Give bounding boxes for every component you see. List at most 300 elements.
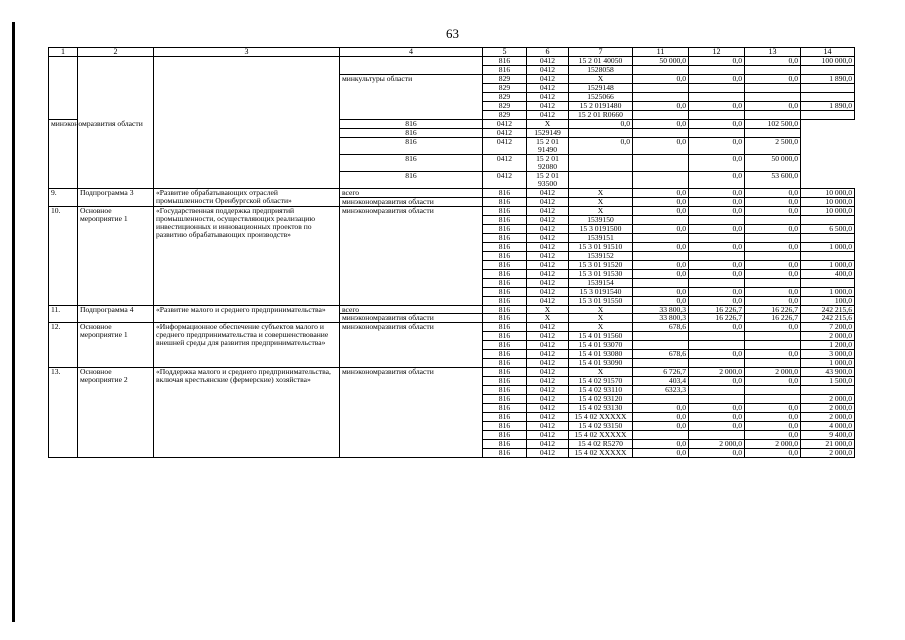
total-value-cell: 10 000,0 <box>801 206 855 215</box>
table-row <box>49 323 855 332</box>
value-2021-cell <box>745 251 801 260</box>
section-code-cell: 0412 <box>527 323 569 332</box>
grbs-code-cell: 816 <box>483 215 527 224</box>
total-value-cell: 53 600,0 <box>745 171 801 188</box>
value-2020-cell: 0,0 <box>689 242 745 251</box>
total-value-cell: 2 000,0 <box>801 404 855 413</box>
grbs-code-cell: 816 <box>483 57 527 66</box>
value-2019-cell: 33 800,3 <box>633 314 689 323</box>
target-article-cell: 15 2 0191480 <box>569 102 633 111</box>
total-value-cell: 1 890,0 <box>801 102 855 111</box>
num-cell <box>49 57 78 120</box>
col-header: 5 <box>483 48 527 57</box>
total-value-cell: 1 890,0 <box>801 75 855 84</box>
target-article-cell: X <box>569 206 633 215</box>
target-article-cell: X <box>569 323 633 332</box>
executor-cell: минэкономразвития области <box>340 206 483 305</box>
value-2020-cell <box>689 251 745 260</box>
grbs-code-cell: 816 <box>483 269 527 278</box>
value-2020-cell: 0,0 <box>689 102 745 111</box>
section-code-cell: 0412 <box>527 413 569 422</box>
total-value-cell: 21 000,0 <box>801 440 855 449</box>
grbs-code-cell: 816 <box>483 287 527 296</box>
value-2021-cell: 0,0 <box>689 155 745 172</box>
total-value-cell: 1 500,0 <box>801 377 855 386</box>
section-code-cell: X <box>527 305 569 314</box>
executor-cell: минэкономразвития области <box>340 368 483 458</box>
value-2019-cell: 0,0 <box>633 413 689 422</box>
total-value-cell: 2 000,0 <box>801 395 855 404</box>
value-2019-cell: 0,0 <box>569 138 633 155</box>
value-2020-cell: 0,0 <box>689 57 745 66</box>
section-code-cell: 0412 <box>527 350 569 359</box>
type-cell: Подпрограмма 3 <box>78 188 154 206</box>
target-article-cell: 15 3 0191500 <box>569 224 633 233</box>
total-value-cell: 1 000,0 <box>801 359 855 368</box>
grbs-code-cell: 816 <box>483 395 527 404</box>
value-2020-cell <box>689 233 745 242</box>
grbs-code-cell: 816 <box>340 129 483 138</box>
target-article-cell: 15 3 01 91520 <box>569 260 633 269</box>
value-2020-cell: 0,0 <box>689 269 745 278</box>
section-code-cell: 0412 <box>527 84 569 93</box>
value-2019-cell: 33 800,3 <box>633 305 689 314</box>
grbs-code-cell: 816 <box>483 386 527 395</box>
num-cell: 10. <box>49 206 78 305</box>
grbs-code-cell: 816 <box>340 120 483 129</box>
left-margin-bar <box>12 22 15 622</box>
value-2021-cell <box>745 332 801 341</box>
value-2020-cell <box>689 215 745 224</box>
total-value-cell: 100 000,0 <box>801 57 855 66</box>
total-value-cell: 100,0 <box>801 296 855 305</box>
col-header: 11 <box>633 48 689 57</box>
grbs-code-cell: 829 <box>483 93 527 102</box>
target-article-cell: X <box>569 305 633 314</box>
grbs-code-cell: 816 <box>483 296 527 305</box>
name-cell: «Развитие малого и среднего предпринимательства» <box>154 305 340 323</box>
section-code-cell: 0412 <box>527 188 569 197</box>
name-cell: «Поддержка малого и среднего предпринимательства, включая крестьянские (фермерские) хозяйства» <box>154 368 340 458</box>
num-cell: 9. <box>49 188 78 206</box>
section-code-cell: 0412 <box>527 251 569 260</box>
section-code-cell: 0412 <box>527 242 569 251</box>
target-article-cell: 15 2 01 40050 <box>569 57 633 66</box>
value-2020-cell: 0,0 <box>689 287 745 296</box>
value-2020-cell: 0,0 <box>689 413 745 422</box>
type-cell: Подпрограмма 4 <box>78 305 154 323</box>
grbs-code-cell: 816 <box>483 188 527 197</box>
total-value-cell <box>801 233 855 242</box>
target-article-cell: 15 4 02 XXXXX <box>569 431 633 440</box>
target-article-cell: 1525066 <box>569 93 633 102</box>
target-article-cell: 15 4 02 93110 <box>569 386 633 395</box>
target-article-cell: 15 2 01 R0660 <box>569 111 633 120</box>
value-2019-cell: 0,0 <box>633 422 689 431</box>
section-code-cell: 0412 <box>527 422 569 431</box>
target-article-cell: 15 2 01 92080 <box>527 155 569 172</box>
target-article-cell: 15 4 01 91560 <box>569 332 633 341</box>
col-header: 2 <box>78 48 154 57</box>
grbs-code-cell: 816 <box>340 138 483 155</box>
section-code-cell: 0412 <box>527 440 569 449</box>
value-2019-cell: 0,0 <box>633 287 689 296</box>
section-code-cell: 0412 <box>483 129 527 138</box>
value-2019-cell: 6 726,7 <box>633 368 689 377</box>
target-article-cell: 1539150 <box>569 215 633 224</box>
grbs-code-cell: 816 <box>483 251 527 260</box>
value-2019-cell: 0,0 <box>633 269 689 278</box>
total-value-cell <box>801 111 855 120</box>
name-cell: «Развитие обрабатывающих отраслей промышленности Оренбургской области» <box>154 188 340 206</box>
value-2020-cell: 0,0 <box>689 422 745 431</box>
total-value-cell: 2 000,0 <box>801 449 855 458</box>
value-2020-cell <box>633 155 689 172</box>
value-2021-cell: 0,0 <box>745 102 801 111</box>
value-2021-cell: 0,0 <box>689 171 745 188</box>
total-value-cell: 2 000,0 <box>801 413 855 422</box>
target-article-cell: 15 2 01 93500 <box>527 171 569 188</box>
total-value-cell: 4 000,0 <box>801 422 855 431</box>
total-value-cell: 1 000,0 <box>801 242 855 251</box>
grbs-code-cell: 829 <box>483 84 527 93</box>
value-2021-cell <box>745 215 801 224</box>
value-2021-cell: 0,0 <box>745 75 801 84</box>
target-article-cell: X <box>569 188 633 197</box>
grbs-code-cell: 816 <box>483 305 527 314</box>
target-article-cell: 1539152 <box>569 251 633 260</box>
value-2020-cell <box>689 84 745 93</box>
target-article-cell: 15 3 0191540 <box>569 287 633 296</box>
col-header: 7 <box>569 48 633 57</box>
executor-cell <box>340 57 483 75</box>
target-article-cell: X <box>569 197 633 206</box>
section-code-cell: 0412 <box>483 138 527 155</box>
value-2020-cell <box>689 332 745 341</box>
target-article-cell: 15 2 01 91490 <box>527 138 569 155</box>
value-2021-cell: 0,0 <box>745 57 801 66</box>
target-article-cell: 15 4 01 93080 <box>569 350 633 359</box>
value-2021-cell: 0,0 <box>745 224 801 233</box>
total-value-cell: 1 000,0 <box>801 287 855 296</box>
executor-cell: минэкономразвития области <box>340 323 483 368</box>
value-2020-cell: 16 226,7 <box>689 314 745 323</box>
total-value-cell: 1 000,0 <box>801 260 855 269</box>
target-article-cell: 1529149 <box>527 129 569 138</box>
value-2019-cell: 403,4 <box>633 377 689 386</box>
target-article-cell: X <box>569 75 633 84</box>
type-cell: Основное мероприятие 1 <box>78 206 154 305</box>
total-value-cell: 9 400,0 <box>801 431 855 440</box>
total-value-cell: 242 215,6 <box>801 314 855 323</box>
value-2021-cell: 0,0 <box>745 449 801 458</box>
section-code-cell: 0412 <box>527 260 569 269</box>
grbs-code-cell: 829 <box>483 111 527 120</box>
value-2020-cell: 0,0 <box>689 296 745 305</box>
total-value-cell: 102 500,0 <box>745 120 801 129</box>
value-2020-cell: 0,0 <box>633 138 689 155</box>
value-2020-cell: 0,0 <box>689 75 745 84</box>
value-2021-cell: 0,0 <box>745 422 801 431</box>
value-2020-cell: 0,0 <box>689 323 745 332</box>
value-2020-cell: 0,0 <box>689 449 745 458</box>
value-2020-cell <box>689 386 745 395</box>
target-article-cell: 15 3 01 91530 <box>569 269 633 278</box>
total-value-cell: 3 000,0 <box>801 350 855 359</box>
grbs-code-cell: 816 <box>483 431 527 440</box>
value-2019-cell: 0,0 <box>633 296 689 305</box>
section-code-cell: 0412 <box>527 102 569 111</box>
value-2021-cell: 16 226,7 <box>745 305 801 314</box>
section-code-cell: 0412 <box>527 431 569 440</box>
section-code-cell: 0412 <box>527 233 569 242</box>
value-2019-cell <box>633 332 689 341</box>
section-code-cell: 0412 <box>527 368 569 377</box>
value-2020-cell: 0,0 <box>689 377 745 386</box>
target-article-cell: 15 4 02 XXXXX <box>569 413 633 422</box>
value-2021-cell: 0,0 <box>745 260 801 269</box>
value-2019-cell: 678,6 <box>633 323 689 332</box>
value-2019-cell: 0,0 <box>633 75 689 84</box>
section-code-cell: 0412 <box>527 404 569 413</box>
section-code-cell: 0412 <box>483 120 527 129</box>
total-value-cell: 50 000,0 <box>745 155 801 172</box>
col-header: 12 <box>689 48 745 57</box>
total-value-cell: 2 500,0 <box>745 138 801 155</box>
section-code-cell: 0412 <box>527 377 569 386</box>
value-2020-cell: 2 000,0 <box>689 368 745 377</box>
type-cell: Основное мероприятие 2 <box>78 368 154 458</box>
value-2021-cell: 2 000,0 <box>745 368 801 377</box>
value-2020-cell: 0,0 <box>689 224 745 233</box>
grbs-code-cell: 816 <box>483 368 527 377</box>
grbs-code-cell: 816 <box>483 332 527 341</box>
grbs-code-cell: 816 <box>483 413 527 422</box>
table-row <box>49 206 855 215</box>
value-2021-cell <box>745 233 801 242</box>
target-article-cell: 15 3 01 91550 <box>569 296 633 305</box>
value-2020-cell: 0,0 <box>689 350 745 359</box>
total-value-cell: 242 215,6 <box>801 305 855 314</box>
total-value-cell: 7 200,0 <box>801 323 855 332</box>
executor-cell: всего <box>340 305 483 314</box>
value-2019-cell: 0,0 <box>633 197 689 206</box>
grbs-code-cell: 829 <box>483 75 527 84</box>
grbs-code-cell: 816 <box>340 171 483 188</box>
value-2019-cell <box>633 251 689 260</box>
total-value-cell: 43 900,0 <box>801 368 855 377</box>
section-code-cell: 0412 <box>527 278 569 287</box>
target-article-cell: 15 4 02 93130 <box>569 404 633 413</box>
value-2021-cell <box>745 84 801 93</box>
value-2020-cell: 0,0 <box>633 120 689 129</box>
num-cell: 13. <box>49 368 78 458</box>
value-2019-cell <box>633 215 689 224</box>
section-code-cell: 0412 <box>527 75 569 84</box>
grbs-code-cell: 816 <box>483 224 527 233</box>
value-2019-cell <box>569 171 633 188</box>
value-2021-cell: 0,0 <box>745 413 801 422</box>
value-2021-cell: 0,0 <box>745 287 801 296</box>
value-2020-cell: 0,0 <box>689 404 745 413</box>
grbs-code-cell: 816 <box>483 314 527 323</box>
value-2019-cell: 0,0 <box>633 440 689 449</box>
value-2021-cell: 16 226,7 <box>745 314 801 323</box>
grbs-code-cell: 816 <box>483 449 527 458</box>
grbs-code-cell: 816 <box>483 66 527 75</box>
col-header: 4 <box>340 48 483 57</box>
value-2019-cell: 0,0 <box>633 224 689 233</box>
target-article-cell: 1539151 <box>569 233 633 242</box>
value-2019-cell: 6323,3 <box>633 386 689 395</box>
value-2021-cell: 0,0 <box>745 431 801 440</box>
num-cell: 11. <box>49 305 78 323</box>
executor-cell: минэкономразвития области <box>340 197 483 206</box>
target-article-cell: X <box>569 368 633 377</box>
total-value-cell: 1 200,0 <box>801 341 855 350</box>
target-article-cell: 15 4 02 91570 <box>569 377 633 386</box>
grbs-code-cell: 816 <box>483 350 527 359</box>
section-code-cell: 0412 <box>527 395 569 404</box>
table-row <box>49 57 855 66</box>
section-code-cell: 0412 <box>527 197 569 206</box>
grbs-code-cell: 816 <box>483 440 527 449</box>
section-code-cell: 0412 <box>527 386 569 395</box>
value-2021-cell: 0,0 <box>745 404 801 413</box>
section-code-cell: 0412 <box>527 215 569 224</box>
section-code-cell: 0412 <box>527 287 569 296</box>
executor-cell: минэкономразвития области <box>340 314 483 323</box>
section-code-cell: 0412 <box>527 66 569 75</box>
value-2019-cell <box>633 84 689 93</box>
col-header: 14 <box>801 48 855 57</box>
value-2021-cell: 0,0 <box>745 242 801 251</box>
total-value-cell: 2 000,0 <box>801 332 855 341</box>
grbs-code-cell: 816 <box>340 155 483 172</box>
col-header: 6 <box>527 48 569 57</box>
value-2020-cell: 0,0 <box>689 197 745 206</box>
value-2019-cell <box>633 278 689 287</box>
grbs-code-cell: 816 <box>483 242 527 251</box>
section-code-cell: 0412 <box>483 171 527 188</box>
value-2020-cell: 0,0 <box>689 188 745 197</box>
grbs-code-cell: 816 <box>483 206 527 215</box>
target-article-cell: 1539154 <box>569 278 633 287</box>
section-code-cell: X <box>527 314 569 323</box>
total-value-cell: 10 000,0 <box>801 188 855 197</box>
value-2019-cell <box>633 233 689 242</box>
section-code-cell: 0412 <box>527 269 569 278</box>
value-2019-cell: 0,0 <box>633 206 689 215</box>
section-code-cell: 0412 <box>527 206 569 215</box>
value-2019-cell: 0,0 <box>633 404 689 413</box>
value-2020-cell: 2 000,0 <box>689 440 745 449</box>
section-code-cell: 0412 <box>527 111 569 120</box>
total-value-cell <box>801 84 855 93</box>
grbs-code-cell: 816 <box>483 377 527 386</box>
value-2021-cell <box>745 386 801 395</box>
name-cell: «Государственная поддержка предприятий промышленности, осуществляющих реализацию инвестиционных и инновационных проектов по развитию обрабатывающих производств» <box>154 206 340 305</box>
col-header: 1 <box>49 48 78 57</box>
target-article-cell: 15 4 02 R5270 <box>569 440 633 449</box>
value-2021-cell <box>745 278 801 287</box>
total-value-cell <box>801 215 855 224</box>
value-2021-cell: 2 000,0 <box>745 440 801 449</box>
value-2019-cell <box>569 155 633 172</box>
value-2019-cell: 0,0 <box>633 242 689 251</box>
value-2021-cell: 0,0 <box>689 138 745 155</box>
grbs-code-cell: 816 <box>483 278 527 287</box>
section-code-cell: 0412 <box>527 57 569 66</box>
value-2021-cell: 0,0 <box>745 188 801 197</box>
name-cell: «Информационное обеспечение субъектов малого и среднего предпринимательства и совершенствование внешней среды для развития предпринимательства» <box>154 323 340 368</box>
col-header: 3 <box>154 48 340 57</box>
target-article-cell: 15 4 01 93090 <box>569 359 633 368</box>
col-header: 13 <box>745 48 801 57</box>
target-article-cell: 1528058 <box>569 66 633 75</box>
executor-cell: всего <box>340 188 483 197</box>
grbs-code-cell: 816 <box>483 233 527 242</box>
value-2021-cell: 0,0 <box>745 377 801 386</box>
value-2019-cell: 678,6 <box>633 350 689 359</box>
grbs-code-cell: 816 <box>483 260 527 269</box>
target-article-cell: X <box>527 120 569 129</box>
target-article-cell: 15 3 01 91510 <box>569 242 633 251</box>
target-article-cell: X <box>569 314 633 323</box>
value-2020-cell: 0,0 <box>689 260 745 269</box>
value-2020-cell <box>633 171 689 188</box>
page-number: 63 <box>446 26 459 41</box>
grbs-code-cell: 829 <box>483 102 527 111</box>
target-article-cell: 15 4 01 93070 <box>569 341 633 350</box>
type-cell: Основное мероприятие 1 <box>78 323 154 368</box>
section-code-cell: 0412 <box>483 155 527 172</box>
executor-cell: минкультуры области <box>340 75 483 120</box>
section-code-cell: 0412 <box>527 224 569 233</box>
grbs-code-cell: 816 <box>483 404 527 413</box>
section-code-cell: 0412 <box>527 93 569 102</box>
grbs-code-cell: 816 <box>483 197 527 206</box>
section-code-cell: 0412 <box>527 341 569 350</box>
grbs-code-cell: 816 <box>483 341 527 350</box>
value-2021-cell: 0,0 <box>745 323 801 332</box>
target-article-cell: 15 4 02 93150 <box>569 422 633 431</box>
value-2019-cell: 0,0 <box>569 120 633 129</box>
value-2019-cell: 0,0 <box>633 188 689 197</box>
total-value-cell <box>801 278 855 287</box>
total-value-cell <box>801 251 855 260</box>
value-2021-cell: 0,0 <box>745 206 801 215</box>
grbs-code-cell: 816 <box>483 359 527 368</box>
total-value-cell: 400,0 <box>801 269 855 278</box>
target-article-cell: 1529148 <box>569 84 633 93</box>
value-2021-cell: 0,0 <box>689 120 745 129</box>
value-2021-cell: 0,0 <box>745 350 801 359</box>
value-2020-cell: 0,0 <box>689 206 745 215</box>
value-2021-cell: 0,0 <box>745 269 801 278</box>
target-article-cell: 15 4 02 XXXXX <box>569 449 633 458</box>
target-article-cell: 15 4 02 93120 <box>569 395 633 404</box>
value-2019-cell: 0,0 <box>633 449 689 458</box>
section-code-cell: 0412 <box>527 332 569 341</box>
total-value-cell: 6 500,0 <box>801 224 855 233</box>
section-code-cell: 0412 <box>527 359 569 368</box>
name-cell <box>154 57 340 189</box>
value-2019-cell: 50 000,0 <box>633 57 689 66</box>
grbs-code-cell: 816 <box>483 323 527 332</box>
value-2021-cell: 0,0 <box>745 296 801 305</box>
value-2019-cell: 0,0 <box>633 260 689 269</box>
